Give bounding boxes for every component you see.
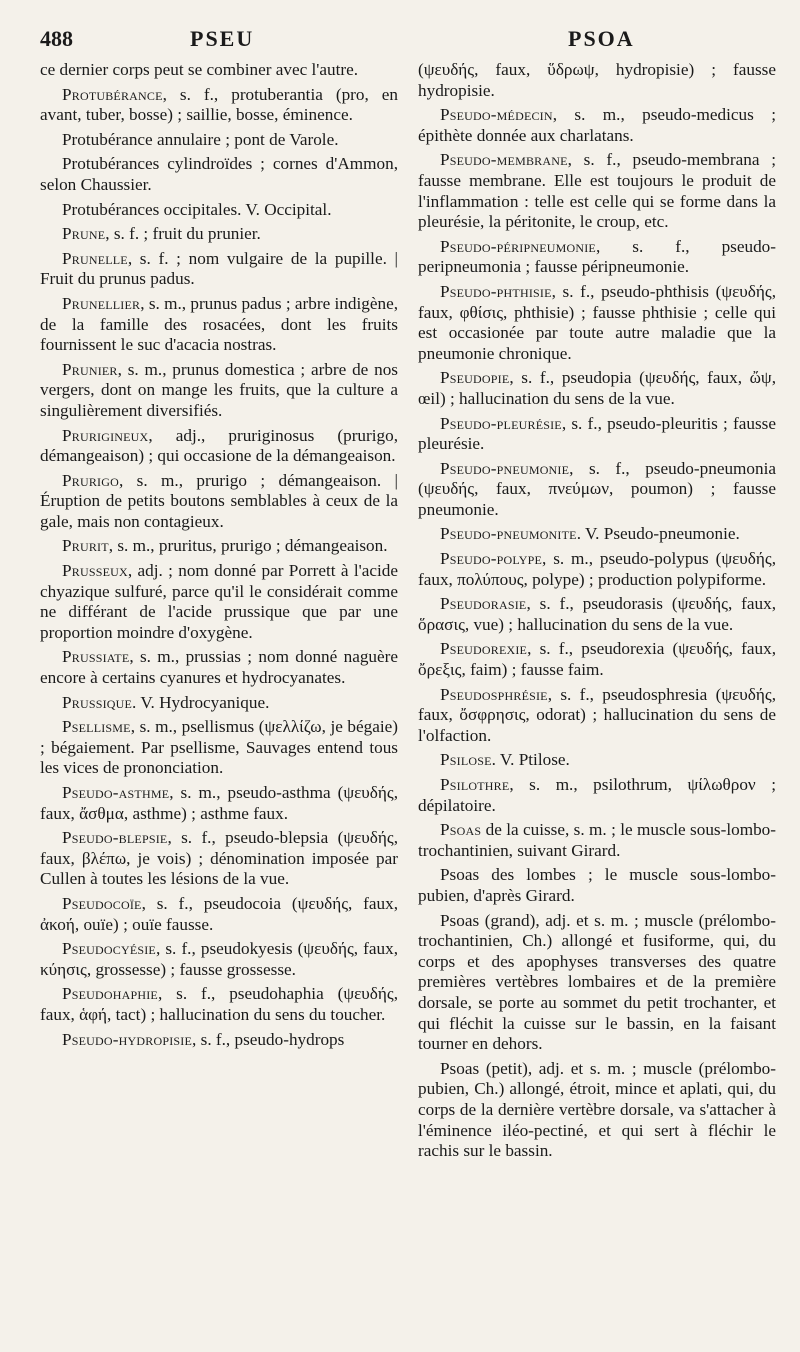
entry-definition: , s. f., pseudo-membrana ; fausse membrane. Elle est toujours le produit de l'inflammation : telle est celle qui se forme dans la pleurésie, la péritonite, le croup, etc. [418, 150, 776, 232]
entry-headword: Pseudorexie [440, 639, 528, 659]
entry-definition: , s. f., pseudopia (ψευδής, faux, ὤψ, œil) ; hallucination du sens de la vue. [418, 368, 776, 408]
dictionary-entry [418, 685, 776, 747]
dictionary-entry [40, 154, 398, 195]
entry-headword: Prune [62, 224, 106, 244]
entry-definition: , s. f., pseudo-blepsia (ψευδής, faux, βλέπω, je vois) ; dénomination imposée par Cullen à toutes les lésions de la vue. [40, 828, 398, 889]
dictionary-entry [418, 820, 776, 861]
dictionary-entry [40, 561, 398, 643]
entry-definition: , s. f., pseudorexia (ψευδής, faux, ὄρεξις, faim) ; fausse faim. [418, 639, 776, 680]
dictionary-entry [40, 426, 398, 467]
entry-definition: , s. f., pseudokyesis (ψευδής, faux, κύησις, grossesse) ; fausse grossesse. [40, 939, 398, 979]
entry-definition: ce dernier corps peut se combiner avec l'autre. [40, 60, 359, 79]
entry-definition: , adj., pruriginosus (prurigo, démangeaison) ; qui occasione de la démangeaison. [40, 425, 398, 466]
entry-headword: Pseudosphrésie [440, 684, 548, 704]
entry-headword: Pseudo-hydropisie [62, 1029, 193, 1049]
dictionary-entry [418, 911, 776, 1055]
dictionary-entry [40, 360, 398, 422]
entry-headword: Pseudopie [440, 368, 510, 388]
entry-headword: Psellisme [62, 717, 131, 737]
entry-headword: Pseudohaphie [62, 984, 158, 1004]
dictionary-entry [40, 130, 398, 151]
dictionary-entry [418, 549, 776, 590]
dictionary-entry [40, 894, 398, 935]
entry-definition: Psoas (petit), adj. et s. m. ; muscle (prélombo-pubien, Ch.) allongé, étroit, mince et aplati, qui, du corps de la dernière vertèbre dorsale, va s'attacher à l'éminence iléo-pectiné, et qui sert à fléchir le rachis sur le bassin. [418, 1058, 776, 1161]
entry-definition: de la cuisse, s. m. ; le muscle sous-lombo-trochantinien, suivant Girard. [418, 820, 776, 860]
entry-definition: , s. f. ; nom vulgaire de la pupille. | Fruit du prunus padus. [40, 248, 398, 289]
entry-headword: Prurigineux [62, 425, 149, 445]
dictionary-entry [418, 865, 776, 906]
entry-definition: Psoas (grand), adj. et s. m. ; muscle (prélombo-trochantinien, Ch.) allongé et fusiforme, qui, du corps et des apophyses transverses des quatre premières vertèbres lombaires et de la première dorsale, se porte au sommet du petit trochanter, et qui fléchit la cuisse sur le bassin, en la faisant tourner en dehors. [418, 910, 776, 1054]
entry-definition: . V. Ptilose. [491, 750, 570, 770]
entry-headword: Prurigo [62, 470, 119, 490]
entry-headword: Psilothre [440, 775, 510, 794]
entry-definition: , s. f., pseudo-hydrops [192, 1029, 345, 1049]
dictionary-entry [418, 639, 776, 680]
entry-definition: , s. f., pseudo-pleuritis ; fausse pleurésie. [418, 413, 776, 454]
dictionary-entry [418, 282, 776, 364]
entry-headword: Prunelle [62, 248, 128, 268]
dictionary-entry [418, 594, 776, 635]
entry-headword: Pseudo-asthme [62, 783, 170, 802]
dictionary-entry [40, 85, 398, 126]
dictionary-entry [418, 775, 776, 816]
entry-headword: Prunier [62, 359, 118, 379]
dictionary-entry [418, 368, 776, 409]
entry-definition: , s. f., pseudo-pneumonia (ψευδής, faux, πνεύμων, poumon) ; fausse pneumonie. [418, 458, 776, 519]
entry-definition: Psoas des lombes ; le muscle sous-lombo-pubien, d'après Girard. [418, 865, 776, 905]
entry-definition: , s. m., pseudo-polypus (ψευδής, faux, πολύπους, polype) ; production polypiforme. [418, 549, 776, 589]
dictionary-entry [40, 939, 398, 980]
entry-headword: Pseudocoïe [62, 893, 142, 913]
dictionary-entry [40, 249, 398, 290]
entry-definition: Protubérances cylindroïdes ; cornes d'Ammon, selon Chaussier. [40, 154, 398, 194]
entry-headword: Prussique [62, 692, 133, 712]
entry-definition: , adj. ; nom donné par Porrett à l'acide chyazique sulfuré, parce qu'il le considérait comme ne différant de l'acide prussique que par une proportion moindre d'oxygène. [40, 561, 398, 642]
entry-definition: Protubérance annulaire ; pont de Varole. [62, 129, 339, 149]
entry-headword: Pseudo-polype [440, 549, 543, 569]
entry-headword: Pseudocyésie [62, 939, 156, 959]
dictionary-entry [418, 150, 776, 232]
entry-definition: , s. m., prunus domestica ; arbre de nos vergers, dont on mange les fruits, que la culture a singulièrement diversifiés. [40, 359, 398, 420]
dictionary-entry [40, 224, 398, 245]
dictionary-entry [418, 524, 776, 545]
dictionary-entry [40, 984, 398, 1025]
dictionary-entry [40, 536, 398, 557]
entry-headword: Prusseux [62, 561, 128, 581]
entry-definition: , s. f., pseudo-peripneumonia ; fausse péripneumonie. [418, 236, 776, 277]
entry-headword: Prurit [62, 536, 109, 556]
left-column [40, 60, 398, 1054]
dictionary-entry [418, 414, 776, 455]
entry-headword: Pseudo-pneumonite [440, 524, 577, 544]
entry-definition: (ψευδής, faux, ὕδρωψ, hydropisie) ; fausse hydropisie. [418, 60, 776, 100]
entry-definition: Protubérances occipitales. V. Occipital. [62, 199, 332, 219]
dictionary-entry [40, 693, 398, 714]
entry-headword: Protubérance [62, 84, 163, 104]
entry-headword: Pseudo-blepsie [62, 828, 168, 848]
dictionary-entry [40, 471, 398, 533]
entry-definition: , s. f., pseudocoia (ψευδής, faux, ἀκοή, ouïe) ; ouïe fausse. [40, 893, 398, 934]
entry-definition: , s. f., pseudo-phthisis (ψευδής, faux, φθίσις, phthisie) ; fausse phthisie ; celle qui est occasionée par toute autre maladie que la pneumonie chronique. [418, 281, 776, 363]
page-number: 488 [40, 26, 73, 51]
entry-definition: , s. m., pruritus, prurigo ; démangeaison. [108, 536, 388, 556]
dictionary-entry [40, 783, 398, 824]
entry-headword: Psoas [440, 820, 482, 840]
entry-headword: Pseudo-pneumonie [440, 458, 570, 478]
entry-definition: , s. m., prunus padus ; arbre indigène, de la famille des rosacées, dont les fruits fournissent le suc d'acacia nostras. [40, 293, 398, 355]
entry-headword: Pseudo-pleurésie [440, 413, 562, 433]
entry-definition: , s. m., pseudo-asthma (ψευδής, faux, ἄσθμα, asthme) ; asthme faux. [40, 783, 398, 823]
entry-definition: , s. f., pseudohaphia (ψευδής, faux, ἁφή, tact) ; hallucination du sens du toucher. [40, 984, 398, 1024]
entry-headword: Pseudorasie [440, 594, 527, 614]
dictionary-entry [40, 200, 398, 221]
dictionary-entry [418, 459, 776, 521]
dictionary-entry [40, 647, 398, 688]
dictionary-entry [40, 294, 398, 356]
page-header [40, 26, 760, 56]
entry-definition: , s. f., pseudorasis (ψευδής, faux, ὅρασις, vue) ; hallucination du sens de la vue. [418, 594, 776, 634]
right-column [418, 60, 776, 1166]
entry-definition: , s. f., protuberantia (pro, en avant, tuber, bosse) ; saillie, bosse, éminence. [40, 84, 398, 125]
entry-headword: Prussiate [62, 647, 130, 667]
running-head-left: PSEU [190, 26, 255, 51]
dictionary-entry [40, 60, 398, 81]
entry-definition: . V. Pseudo-pneumonie. [576, 524, 740, 544]
dictionary-entry [418, 237, 776, 278]
entry-headword: Pseudo-médecin [440, 105, 553, 125]
entry-definition: , s. m., prussias ; nom donné naguère encore à certains cyanures et hydrocyanates. [40, 647, 398, 688]
dictionary-entry [40, 1030, 398, 1051]
entry-definition: , s. m., psilothrum, ψίλωθρον ; dépilatoire. [418, 775, 776, 815]
entry-definition: , s. f., pseudosphresia (ψευδής, faux, ὄσφρησις, odorat) ; hallucination du sens de l'olfaction. [418, 684, 776, 745]
dictionary-entry [418, 1059, 776, 1162]
dictionary-entry [418, 60, 776, 101]
entry-definition: , s. m., psellismus (ψελλίζω, je bégaie) ; bégaiement. Par psellisme, Sauvages entend tous les vices de prononciation. [40, 717, 398, 778]
entry-definition: , s. f. ; fruit du prunier. [105, 224, 261, 244]
entry-headword: Pseudo-phthisie [440, 281, 552, 301]
dictionary-entry [40, 717, 398, 779]
entry-definition: , s. m., prurigo ; démangeaison. | Éruption de petits boutons semblables à ceux de la gale, mais non contagieux. [40, 470, 398, 531]
entry-headword: Psilose [440, 750, 492, 770]
entry-headword: Pseudo-péripneumonie [440, 236, 596, 256]
dictionary-entry [40, 828, 398, 890]
dictionary-entry [418, 105, 776, 146]
entry-headword: Prunellier [62, 293, 141, 313]
entry-definition: , s. m., pseudo-medicus ; épithète donnée aux charlatans. [418, 105, 776, 145]
entry-definition: . V. Hydrocyanique. [132, 692, 270, 712]
running-head-right: PSOA [568, 26, 635, 51]
dictionary-entry [418, 750, 776, 771]
entry-headword: Pseudo-membrane [440, 150, 568, 170]
